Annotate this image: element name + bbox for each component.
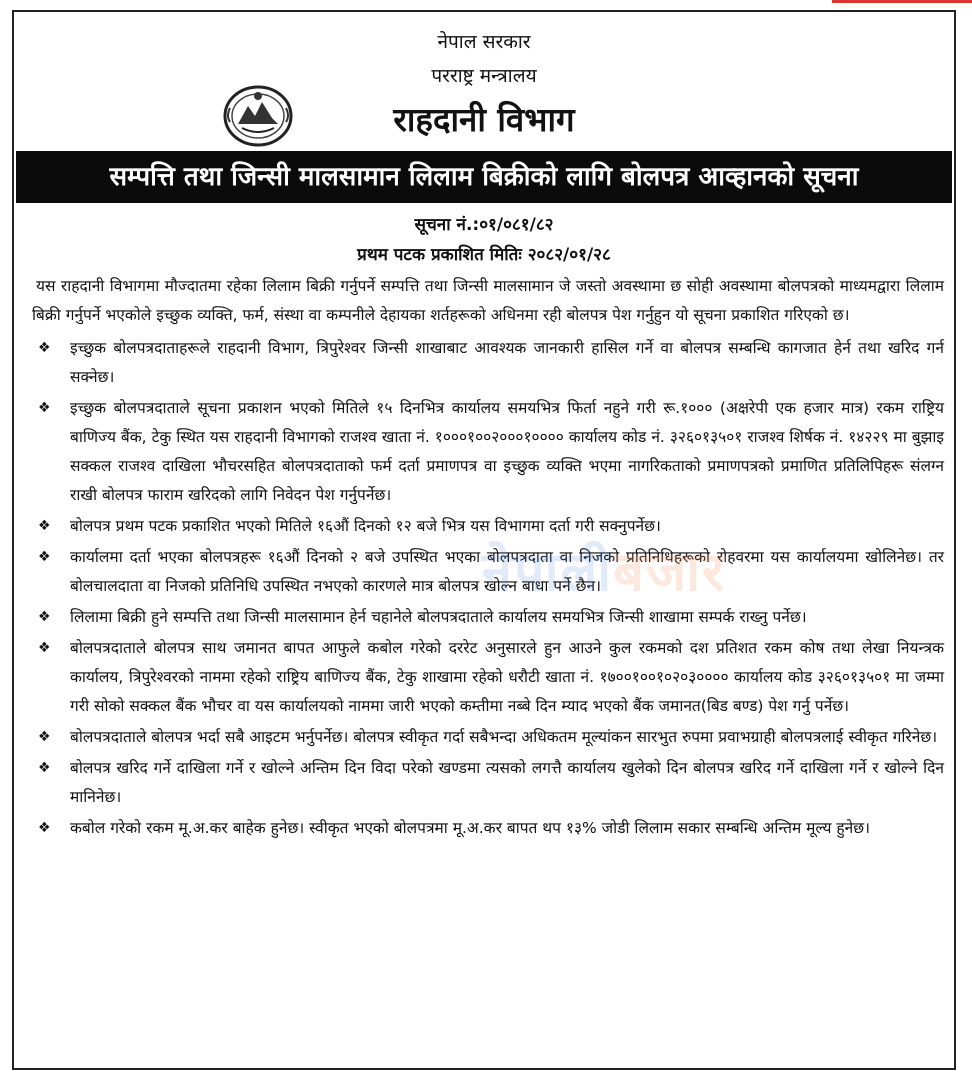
ministry-name: परराष्ट्र मन्त्रालय (431, 65, 537, 87)
diamond-bullet-icon: ❖ (38, 609, 51, 625)
condition-text: बोलपत्रदाताले बोलपत्र साथ जमानत बापत आफुले कबोल गरेको दररेट अनुसारले हुन आउने कुल रकमको दश प्रतिशत रकम कोष तथा लेखा नियन्त्रक कार्यालय, त्रिपुरेश्वरको नाममा रहेको राष्ट्रिय बाणिज्य बैंक, टेकु शाखामा रहेको धरौटी खाता नं. १७००१००१०२०३०००० कार्यालय कोड ३२६०१३५०१ मा जम्मा गरी सोको सक्कल बैंक भौचर वा यस कार्यालयको नाममा जारी भएको कम्तीमा नब्बे दिन म्याद भएको बैंक जमानत(बिड बण्ड) पेश गर्नु पर्नेछ। (70, 639, 944, 715)
diamond-bullet-icon: ❖ (38, 760, 51, 776)
condition-item (32, 723, 944, 752)
condition-item (32, 603, 944, 632)
condition-item (32, 814, 944, 843)
condition-text: बोलपत्र प्रथम पटक प्रकाशित भएको मितिले १६औं दिनको १२ बजे भित्र यस विभागमा दर्ता गरी सक्नुपर्नेछ। (70, 517, 661, 535)
notice-title-banner: सम्पत्ति तथा जिन्सी मालसामान लिलाम बिक्रीको लागि बोलपत्र आव्हानको सूचना (16, 151, 952, 203)
published-date: प्रथम पटक प्रकाशित मितिः २०८२/०१/२८ (357, 245, 611, 265)
diamond-bullet-icon: ❖ (38, 729, 51, 745)
condition-item (32, 394, 944, 510)
condition-item (32, 334, 944, 392)
condition-text: बोलपत्रदाताले बोलपत्र भर्दा सबै आइटम भर्नुपर्नेछ। बोलपत्र स्वीकृत गर्दा सबैभन्दा अधिकतम मूल्यांकन सारभुत रुपमा प्रवाभग्राही बोलपत्रलाई स्वीकृत गरिनेछ। (70, 728, 938, 746)
condition-item (32, 634, 944, 721)
diamond-bullet-icon: ❖ (38, 549, 51, 565)
diamond-bullet-icon: ❖ (38, 820, 51, 836)
watermark-part-1: नेपाली (482, 540, 614, 603)
notice-number: सूचना नं.:०१/०८१/८२ (414, 215, 554, 235)
condition-text: इच्छुक बोलपत्रदाताले सूचना प्रकाशन भएको मितिले १५ दिनभित्र कार्यालय समयभित्र फिर्ता नहुने गरी रू.१००० (अक्षरेपी एक हजार मात्र) रकम राष्ट्रिय बाणिज्य बैंक, टेकु स्थित यस राहदानी विभागको राजश्व खाता नं. १०००१००२०००१०००० कार्यालय कोड नं. ३२६०१३५०१ राजश्व शिर्षक नं. १४२२९ मा बुझाइ सक्कल राजश्व दाखिला भौचरसहित बोलपत्रदाताको फर्म दर्ता प्रमाणपत्र वा इच्छुक व्यक्ति भएमा नागरिकताको प्रमाणपत्रको प्रमाणित प्रतिलिपिहरू संलग्न राखी बोलपत्र फाराम खरिदको लागि निवेदन पेश गर्नुपर्नेछ। (70, 399, 944, 504)
government-name: नेपाल सरकार (437, 31, 531, 53)
diamond-bullet-icon: ❖ (38, 340, 51, 356)
condition-text: कार्यालमा दर्ता भएका बोलपत्रहरू १६औं दिनको २ बजे उपस्थित भएका बोलपत्रदाता वा निजको प्रतिनिधिहरूको रोहवरमा यस कार्यालयमा खोलिनेछ। तर बोलचालदाता वा निजको प्रतिनिधि उपस्थित नभएको कारणले मात्र बोलपत्र खोल्न बाधा पर्ने छैन। (70, 548, 944, 595)
condition-item (32, 512, 944, 541)
condition-item (32, 543, 944, 601)
conditions-list (32, 334, 944, 843)
condition-item (32, 754, 944, 812)
condition-text: लिलामा बिक्री हुने सम्पत्ति तथा जिन्सी मालसामान हेर्न चहानेले बोलपत्रदाताले कार्यालय समयभित्र जिन्सी शाखामा सम्पर्क राख्नु पर्नेछ। (70, 608, 807, 626)
condition-text: इच्छुक बोलपत्रदाताहरूले राहदानी विभाग, त्रिपुरेश्वर जिन्सी शाखाबाट आवश्यक जानकारी हासिल गर्ने वा बोलपत्र सम्बन्धि कागजात हेर्न तथा खरिद गर्न सक्नेछ। (70, 339, 944, 386)
notice-body (32, 272, 944, 845)
diamond-bullet-icon: ❖ (38, 518, 51, 534)
department-title: राहदानी विभाग (393, 100, 575, 139)
notice-frame (12, 10, 956, 1070)
diamond-bullet-icon: ❖ (38, 400, 51, 416)
condition-text: कबोल गरेको रकम मू.अ.कर बाहेक हुनेछ। स्वीकृत भएको बोलपत्रमा मू.अ.कर बापत थप १३% जोडी लिलाम सकार सम्बन्धि अन्तिम मूल्य हुनेछ। (70, 819, 870, 837)
notice-header (14, 12, 954, 162)
intro-paragraph: यस राहदानी विभागमा मौज्दातमा रहेका लिलाम बिक्री गर्नुपर्ने सम्पत्ति तथा जिन्सी मालसामान जे जस्तो अवस्थामा छ सोही अवस्थामा बोलपत्रको माध्यमद्वारा लिलाम बिक्री गर्नुपर्ने भएकोले इच्छुक व्यक्ति, फर्म, संस्था वा कम्पनीले देहायका शर्तहरूको अधिनमा रही बोलपत्र पेश गर्नुहुन यो सूचना प्रकाशित गरिएको छ। (32, 277, 944, 324)
accent-line (832, 0, 972, 3)
condition-text: बोलपत्र खरिद गर्ने दाखिला गर्ने र खोल्ने अन्तिम दिन विदा परेको खण्डमा त्यसको लगत्तै कार्यालय खुलेको दिन बोलपत्र खरिद गर्ने दाखिला गर्ने र खोल्ने दिन मानिनेछ। (70, 759, 944, 806)
diamond-bullet-icon: ❖ (38, 640, 51, 656)
watermark-part-2: बजार (613, 540, 727, 603)
